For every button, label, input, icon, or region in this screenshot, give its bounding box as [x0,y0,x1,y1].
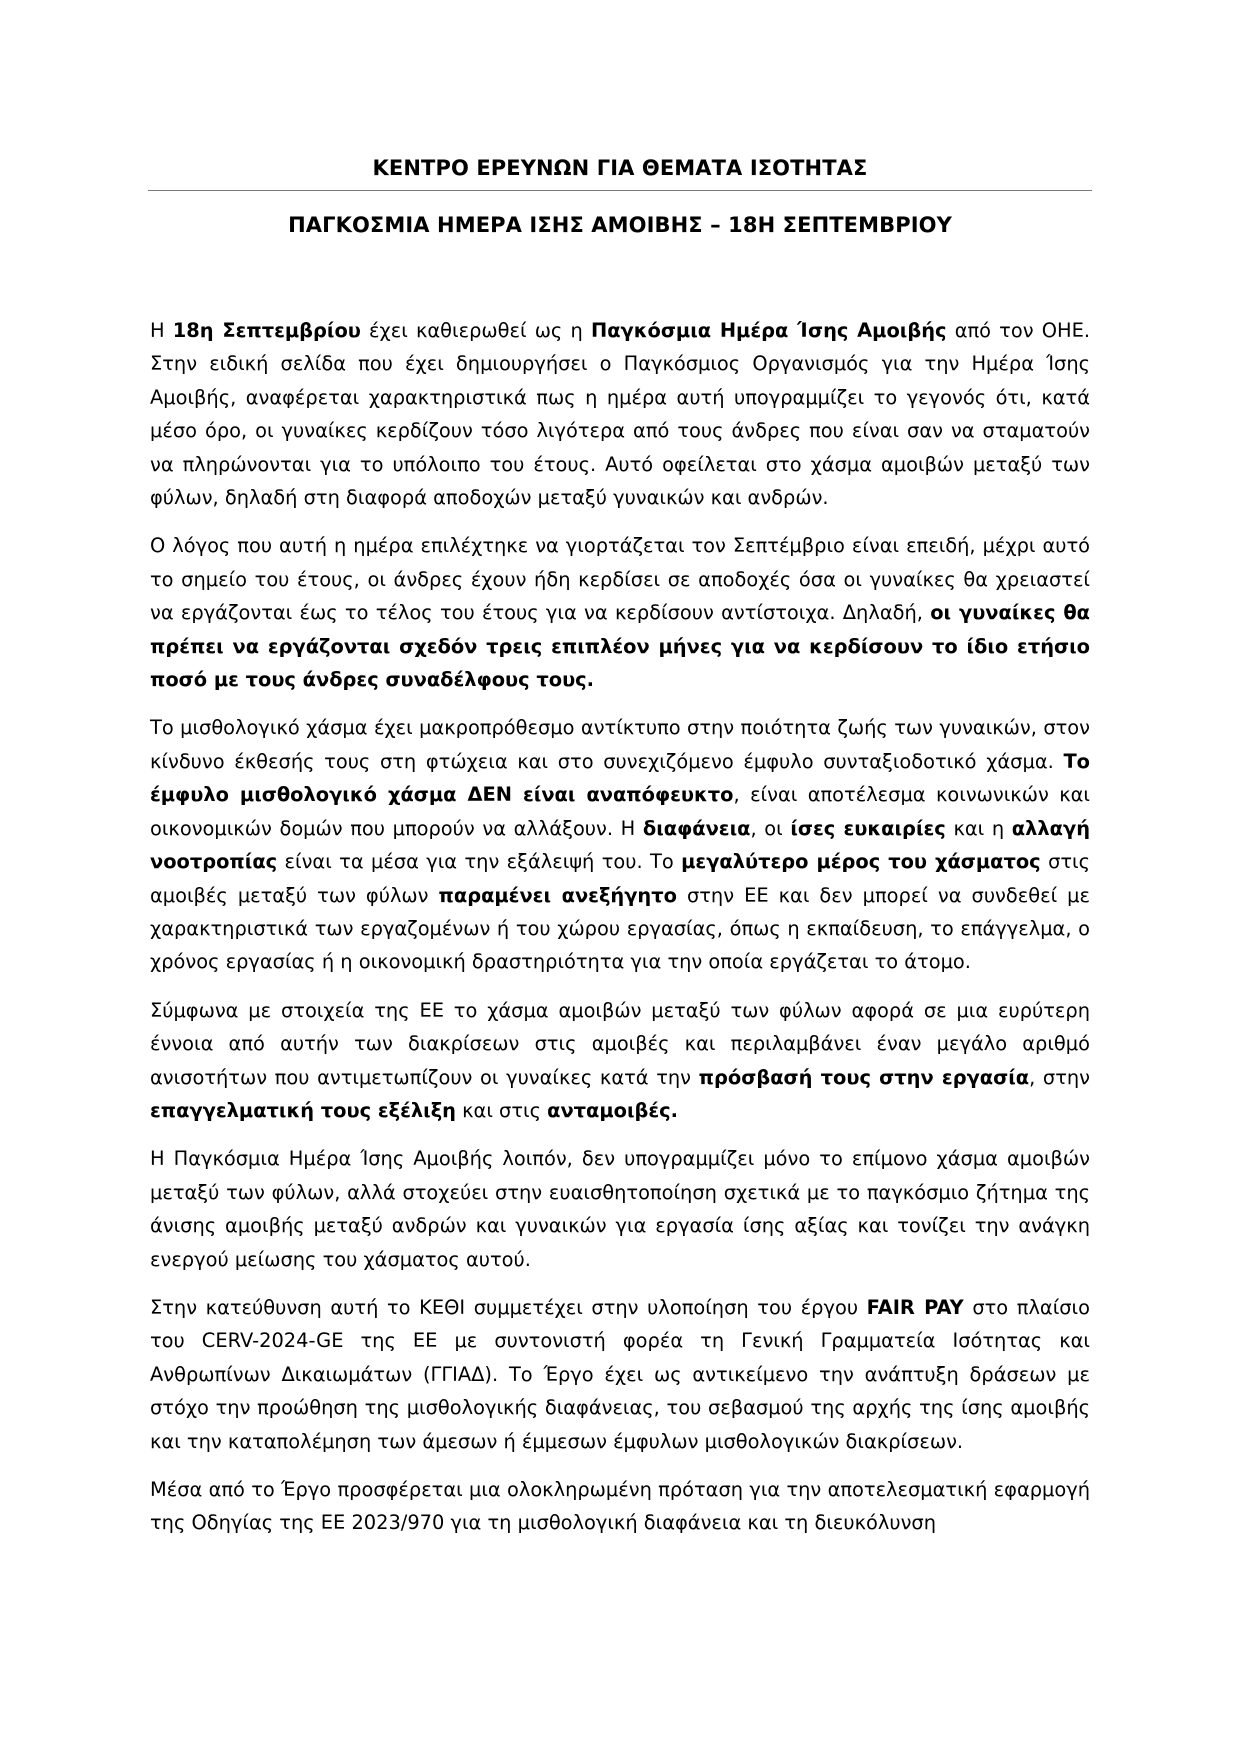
paragraph-3 [150,711,1090,978]
text-run: στις αμοιβές μεταξύ των φύλων [150,850,1090,907]
text-run: Η Παγκόσμια Ημέρα Ίσης Αμοιβής λοιπόν, δεν υπογραμμίζει μόνο το επίμονο χάσμα αμοιβών μεταξύ των φύλων, αλλά στοχεύει στην ευαισθητοποίηση σχετικά με το παγκόσμιο ζήτημα της άνισης αμοιβής μεταξύ ανδρών και γυναικών για εργασία ίσης αξίας και τονίζει την ανάγκη ενεργού μείωσης του χάσματος αυτού. [150,1147,1090,1271]
paragraph-6 [150,1291,1090,1458]
paragraph-4 [150,994,1090,1128]
bold-text-run: επαγγελματική τους εξέλιξη [150,1098,456,1122]
text-run: και στις [455,1098,548,1122]
paragraph-1 [150,314,1090,514]
paragraph-7 [150,1473,1090,1540]
text-run: Ο λόγος που αυτή η ημέρα επιλέχτηκε να γιορτάζεται τον Σεπτέμβριο είναι επειδή, μέχρι αυτό το σημείο του έτους, οι άνδρες έχουν ήδη κερδίσει σε αποδοχές όσα οι γυναίκες θα χρειαστεί να εργάζονται έως το τέλος του έτους για να κερδίσουν αντίστοιχα. Δηλαδή, [150,534,1090,625]
text-run: από τον ΟΗΕ. Στην ειδική σελίδα που έχει δημιουργήσει ο Παγκόσμιος Οργανισμός για την Ημέρα Ίσης Αμοιβής, αναφέρεται χαρακτηριστικά πως η ημέρα αυτή υπογραμμίζει το γεγονός ότι, κατά μέσο όρο, οι γυναίκες κερδίζουν τόσο λιγότερα από τους άνδρες που είναι σαν να σταματούν να πληρώνονται για το υπόλοιπο του έτους. Αυτό οφείλεται στο χάσμα αμοιβών μεταξύ των φύλων, δηλαδή στη διαφορά αποδοχών μεταξύ γυναικών και ανδρών. [150,319,1090,510]
heading-divider [148,190,1092,191]
bold-text-run: Παγκόσμια Ημέρα Ίσης Αμοιβής [590,319,947,342]
bold-text-run: μεγαλύτερο μέρος του χάσματος [681,850,1041,874]
text-run: Μέσα από το Έργο προσφέρεται μια ολοκληρωμένη πρόταση για την αποτελεσματική εφαρμογή της Οδηγίας της ΕΕ 2023/970 για τη μισθολογική διαφάνεια και τη διευκόλυνση [150,1478,1090,1535]
paragraph-2 [150,529,1090,696]
text-run: στην ΕΕ και δεν μπορεί να συνδεθεί με χαρακτηριστικά των εργαζομένων ή του χώρου εργασίας, όπως η εκπαίδευση, το επάγγελμα, ο χρόνος εργασίας ή η οικονομική δραστηριότητα για την οποία εργάζεται το άτομο. [150,883,1090,974]
text-run: , στην [1029,1065,1090,1089]
bold-text-run: 18η Σεπτεμβρίου [172,319,361,342]
text-run: Η [150,319,173,342]
document-body [150,314,1090,1555]
page-title: ΠΑΓΚΟΣΜΙΑ ΗΜΕΡΑ ΙΣΗΣ ΑΜΟΙΒΗΣ – 18Η ΣΕΠΤΕΜΒΡΙΟΥ [288,213,952,237]
text-run: στο πλαίσιο του CERV-2024-GE της ΕΕ με συντονιστή φορέα τη Γενική Γραμματεία Ισότητας και Ανθρωπίνων Δικαιωμάτων (ΓΓΙΑΔ). Το Έργο έχει ως αντικείμενο την ανάπτυξη δράσεων με στόχο την προώθηση της μισθολογικής διαφάνειας, του σεβασμού της αρχής της ίσης αμοιβής και την καταπολέμηση των άμεσων ή έμμεσων έμφυλων μισθολογικών διακρίσεων. [150,1295,1090,1453]
bold-text-run: ίσες ευκαιρίες [790,816,946,840]
text-run: Σύμφωνα με στοιχεία της ΕΕ το χάσμα αμοιβών μεταξύ των φύλων αφορά σε μια ευρύτερη έννοια από αυτήν των διακρίσεων στις αμοιβές και περιλαμβάνει έναν μεγάλο αριθμό ανισοτήτων που αντιμετωπίζουν οι γυναίκες κατά την [150,998,1090,1089]
bold-text-run: ανταμοιβές. [547,1098,679,1122]
bold-text-run: FAIR PAY [866,1295,964,1319]
text-run: και η [945,816,1012,840]
organization-heading: ΚΕΝΤΡΟ ΕΡΕΥΝΩΝ ΓΙΑ ΘΕΜΑΤΑ ΙΣΟΤΗΤΑΣ [372,156,868,180]
text-run: Το μισθολογικό χάσμα έχει μακροπρόθεσμο αντίκτυπο στην ποιότητα ζωής των γυναικών, στον κίνδυνο έκθεσής τους στη φτώχεια και στο συνεχιζόμενο έμφυλο συνταξιοδοτικό χάσμα. [150,716,1090,773]
bold-text-run: αλλαγή νοοτροπίας [150,816,1090,874]
bold-text-run: οι γυναίκες θα πρέπει να εργάζονται σχεδόν τρεις επιπλέον μήνες για να κερδίσουν το ίδιο ετήσιο ποσό με τους άνδρες συναδέλφους τους. [150,601,1090,692]
bold-text-run: πρόσβασή τους στην εργασία [698,1065,1030,1089]
text-run: , οι [750,816,791,840]
bold-text-run: παραμένει ανεξήγητο [438,883,677,907]
bold-text-run: διαφάνεια [642,816,751,840]
bold-text-run: Το έμφυλο μισθολογικό χάσμα ΔΕΝ είναι αναπόφευκτο [150,749,1090,807]
text-run: , είναι αποτέλεσμα κοινωνικών και οικονομικών δομών που μπορούν να αλλάξουν. Η [150,783,1090,840]
paragraph-5 [150,1142,1090,1276]
text-run: Στην κατεύθυνση αυτή το ΚΕΘΙ συμμετέχει στην υλοποίηση του έργου [150,1295,867,1319]
text-run: έχει καθιερωθεί ως η [360,319,591,342]
text-run: είναι τα μέσα για την εξάλειψή του. Το [277,850,682,874]
